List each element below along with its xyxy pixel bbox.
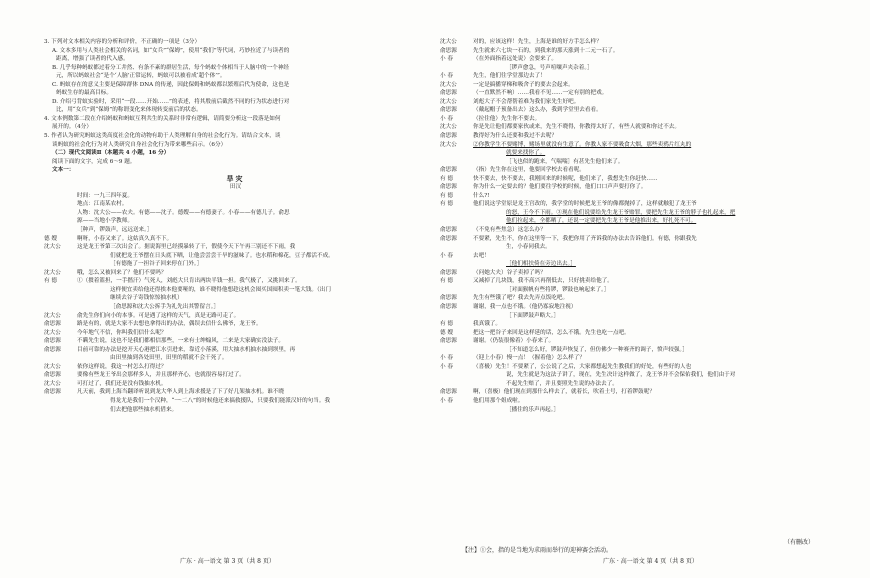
speaker-name: 沈大公 bbox=[440, 39, 457, 45]
dialogue-line bbox=[440, 303, 826, 312]
dialogue-line bbox=[440, 209, 826, 218]
dialogue-text: （拉住他）先生你不要去。 bbox=[473, 115, 541, 122]
speaker-name: 沈大公 bbox=[44, 329, 61, 336]
speaker-name: 俞思源 bbox=[440, 303, 457, 310]
speaker-name bbox=[44, 286, 77, 295]
text-line: A. 文本多用与人类社会相关的名词，如“女兵”“保姆”，使用“我们”等代词，巧妙拉近了与读者的 bbox=[52, 47, 290, 54]
speaker-name bbox=[44, 294, 77, 303]
dialogue-text: ［有德拖了一担谷子回来停在门外。］ bbox=[110, 261, 203, 268]
speaker-name: 小 春 bbox=[440, 252, 453, 259]
speaker-name: 沈大公 bbox=[44, 363, 61, 370]
dialogue-text: （一直默然不响）……我看不见……一定有别的把戏。 bbox=[473, 90, 608, 97]
dialogue-text: 快不要去，快不要去，我刚回来的时候呢，他们来了，我想先生你赶快…… bbox=[473, 175, 658, 182]
dialogue-line bbox=[44, 312, 427, 321]
dialogue-line bbox=[440, 149, 826, 158]
dialogue-text: 先生，他们往学堂那边去了！ bbox=[473, 73, 546, 80]
dialogue-line bbox=[440, 337, 826, 346]
text-line: 3. 下列对文本相关内容的分析和评价，不正确的一项是（3分） bbox=[44, 39, 201, 45]
dialogue-text: 他们说这学堂原是龙王宫改的，我学堂的时候把龙王爷的像都抛掉了，这样就触犯了龙王爷 bbox=[473, 201, 697, 208]
speaker-name: 有 德 bbox=[440, 192, 453, 199]
dialogue-text: （戴起帽子预备出去）这么办，我到学堂里去看看。 bbox=[473, 107, 602, 114]
dialogue-text: 就要来找你了。 bbox=[506, 150, 546, 157]
edited-tag: （有删改） bbox=[784, 539, 815, 546]
speaker-name: 沈大公 bbox=[440, 141, 457, 148]
dialogue-text: 谢谢。（仍装很像着）小春来了。 bbox=[473, 338, 555, 345]
dialogue-line bbox=[44, 363, 427, 372]
dialogue-line bbox=[440, 47, 826, 56]
speaker-name: 有 德 bbox=[440, 278, 453, 285]
dialogue-text: 由田里抽到各处田里，田里的稻就不会干死了。 bbox=[110, 355, 228, 362]
dialogue-line bbox=[44, 294, 427, 303]
dialogue-line bbox=[440, 64, 826, 73]
text-line: 4. 文本例数第二段在介绍蚂蚁和蚂蚁互利共生的关系时非常有逻辑，请简要分析这一段落是如何 bbox=[44, 115, 281, 122]
speaker-name: 有 德 bbox=[440, 201, 453, 208]
speaker-name bbox=[440, 380, 473, 389]
speaker-name bbox=[440, 243, 473, 252]
dialogue-text: 什么?! bbox=[473, 192, 490, 199]
dialogue-line bbox=[440, 38, 826, 47]
dialogue-line bbox=[440, 123, 826, 132]
text-line: 元，所以蚂蚁社会“是个‘人脑’正常运转，蚂蚁可以被看成‘超个体’”。 bbox=[56, 73, 226, 80]
text-line: 阅读下面的文字，完成 6～9 题。 bbox=[52, 158, 136, 165]
dialogue-text: 不起先生赔了，并且要照先生说的办法去了。 bbox=[506, 380, 618, 387]
dialogue-text: 今年地气不信，你叫我们信什么呢？ bbox=[77, 329, 167, 336]
speaker-name: 俞思源 bbox=[440, 295, 457, 302]
dialogue-text: 哦，怎么又被回来了？他们不要吗？ bbox=[77, 269, 167, 276]
dialogue-line bbox=[440, 346, 826, 355]
dialogue-line bbox=[440, 363, 826, 372]
dialogue-text: ［俞思源和沈大公拆手为礼先出其警留言。］ bbox=[110, 303, 220, 310]
dialogue-line bbox=[440, 243, 826, 252]
speaker-name: 俞思源 bbox=[44, 346, 61, 353]
speaker-name: 俞思源 bbox=[44, 338, 61, 345]
dialogue-text: 不瞒先生说，这也不是我们都相信那些，一来有士绅煽风，二来是大家确实没法子。 bbox=[77, 338, 284, 345]
dialogue-text: 可打过了，我们还是没有钱抽水机。 bbox=[77, 380, 167, 387]
speaker-name: 小 春 bbox=[440, 397, 453, 404]
dialogue-line bbox=[440, 106, 826, 115]
dialogue-text: 路是有的，就是大家不去想也拿得出的办法，偶误去信什么佛爷，龙王爷。 bbox=[77, 321, 262, 328]
dialogue-text: ［下面锣鼓声略大。］ bbox=[506, 312, 560, 319]
speaker-name bbox=[44, 303, 77, 312]
speaker-name: 俞思源 bbox=[440, 90, 457, 97]
footnote: 【注】①会，指的是当地为求雨而举行的迎神赛会活动。 bbox=[462, 547, 613, 554]
dialogue-line bbox=[440, 320, 826, 329]
speaker-name: 俞思源 bbox=[440, 338, 457, 345]
dialogue-line bbox=[44, 252, 427, 261]
speaker-name: 小 春 bbox=[440, 115, 453, 122]
text-line: 谈蚂蚁的社会化行为对人类研究自身社会化行为带来哪些启示。（6分） bbox=[52, 141, 227, 148]
dialogue-line bbox=[440, 115, 826, 124]
text-line: 时间：一九三四年夏。 bbox=[77, 192, 133, 199]
dialogue-line bbox=[440, 260, 826, 269]
speaker-name bbox=[440, 64, 473, 73]
dialogue-line bbox=[440, 269, 826, 278]
text-line: 文本一： bbox=[52, 167, 75, 174]
dialogue-line bbox=[440, 294, 826, 303]
speaker-name: 俞思源 bbox=[440, 167, 457, 174]
speaker-name bbox=[440, 406, 473, 415]
dialogue-text: ［对面猴帆有些将锣，锣鼓也响起来了。］ bbox=[506, 286, 610, 293]
dialogue-line bbox=[44, 277, 427, 286]
dialogue-line bbox=[440, 380, 826, 389]
dialogue-line bbox=[44, 371, 427, 380]
dialogue-line bbox=[44, 354, 427, 363]
dialogue-text: 继续去谷子寄钱惊惊抽水机） bbox=[110, 295, 183, 302]
dialogue-line bbox=[440, 406, 826, 415]
dialogue-line bbox=[44, 346, 427, 355]
dialogue-line bbox=[440, 166, 826, 175]
text-line: 距离，增强了读者的代入感。 bbox=[56, 56, 129, 63]
dialogue-line bbox=[440, 252, 826, 261]
dialogue-text: ①（掼着篮担，一手揩汗）气死人，刘彪大只肯出两块半钱一担。我气极了，又挑回来了。 bbox=[77, 278, 301, 285]
dialogue-line bbox=[440, 354, 826, 363]
dialogue-line bbox=[440, 200, 826, 209]
dialogue-line bbox=[440, 277, 826, 286]
speaker-name: 俞思源 bbox=[440, 133, 457, 140]
text-line: ［种声，锣鼓声，远远送来。］ bbox=[77, 227, 153, 234]
dialogue-text: 把这一把谷子来回是这样延的话，怎么不饿。先生也吃一点吧。 bbox=[473, 329, 630, 336]
dialogue-text: （迎上小春）慢一点！（握着他）怎么样了？ bbox=[473, 355, 585, 362]
dialogue-text: 我真饿了。 bbox=[473, 321, 501, 328]
dialogue-text: 谢谢，我一点也不饿。（他仍寡寂地注视） bbox=[473, 303, 577, 310]
speaker-name bbox=[440, 209, 473, 218]
text-line: 蚂蚁生存的最高目标。 bbox=[56, 90, 112, 97]
dialogue-text: ［锣声愈急，号声喧嚷声夹杂着。］ bbox=[506, 64, 593, 71]
dialogue-text: 不要紧，先生不，你在这里等一下，我把你用了齐诉我的办法去告诉他们。有德，你跟我先 bbox=[473, 235, 697, 242]
speaker-name: 沈大公 bbox=[440, 98, 457, 105]
speaker-name: 有 德 bbox=[440, 321, 453, 328]
dialogue-text: （问她大夫）谷子卖掉了吗？ bbox=[473, 269, 546, 276]
speaker-name: 俞思源 bbox=[44, 372, 61, 379]
speaker-name bbox=[44, 354, 77, 363]
dialogue-text: （指）先生你在这里，他要回学校去看看呢。 bbox=[473, 167, 585, 174]
dialogue-line bbox=[440, 217, 826, 226]
dialogue-text: （不免有些焦急）这怎么办？ bbox=[473, 227, 546, 234]
text-line: （二）现代文阅读Ⅱ（本题共 4 小题，16 分） bbox=[52, 150, 170, 157]
text-line: D. 介绍弓背蚁实验时，采用“一段……开始……”的表述，将其殷前后截然不同的行为状态进行对 bbox=[52, 98, 290, 105]
dialogue-text: （喜极）先生！不要紧了，公公说了之后，大家都想起先生教我们的好处，有些好的人也 bbox=[473, 363, 692, 370]
speaker-name bbox=[440, 312, 473, 321]
speaker-name bbox=[440, 371, 473, 380]
dialogue-line bbox=[44, 320, 427, 329]
speaker-name: 俞思源 bbox=[440, 184, 457, 191]
dialogue-line bbox=[440, 55, 826, 64]
dialogue-text: 教得好为什么还要和我过不去呢？ bbox=[473, 133, 557, 140]
footer-right: 广东 · 高一语文 第 4 页（共 8 页） bbox=[603, 558, 698, 565]
speaker-name: 沈大公 bbox=[440, 124, 457, 131]
speaker-name: 俞思源 bbox=[440, 227, 457, 234]
speaker-name bbox=[440, 158, 473, 167]
dialogue-line bbox=[440, 388, 826, 397]
speaker-name: 俞思源 bbox=[440, 389, 457, 396]
speaker-name bbox=[440, 286, 473, 295]
speaker-name: 小 春 bbox=[440, 56, 453, 63]
speaker-name: 俞思源 bbox=[44, 389, 61, 396]
dialogue-text: （在外面指着远处说）会要来了。 bbox=[473, 56, 557, 63]
dialogue-line bbox=[440, 235, 826, 244]
dialogue-text: 说，先生就是为这法子讲了，现在，先生决计这样做了，龙王爷并不会保佑我们，他们由于对 bbox=[506, 372, 736, 379]
speaker-name: 俞思源 bbox=[44, 321, 61, 328]
dialogue-text: ［飞也似的跑来，气喘喘］有甚先生他们来了。 bbox=[506, 158, 624, 165]
dialogue-line bbox=[44, 388, 427, 397]
dialogue-line bbox=[440, 329, 826, 338]
speaker-name: 德 嫂 bbox=[44, 235, 57, 242]
dialogue-text: 这样便宜卖给他还得挨本他要哑的，谁不晓得他想趁这机会囤买国囤积卖一笔大钱。（出门 bbox=[110, 286, 331, 293]
speaker-name: 沈大公 bbox=[440, 81, 457, 88]
speaker-name: 沈大公 bbox=[44, 244, 61, 251]
dialogue-text: 对的，应该这样！先生，上海是谁的好方手怎么样？ bbox=[473, 39, 602, 45]
dialogue-text: 一定是搞播穿梯和吸舍子的要去会起来。 bbox=[473, 81, 574, 88]
dialogue-text: 你是先让他们都要家伙或来，先生不晓得，你教得太好了，有些人就要和你过不去。 bbox=[473, 124, 680, 131]
text-line: 5. 作者认为研究蚂蚁这类高度社会化的动物有助于人类理解自身的社会化行为。请结合文本，谈 bbox=[44, 133, 281, 140]
dialogue-text: 去吧！ bbox=[473, 252, 490, 259]
speaker-name: 俞思源 bbox=[440, 107, 457, 114]
speaker-name bbox=[44, 252, 77, 261]
dialogue-text: 他们用那个姐成啦。 bbox=[473, 397, 524, 404]
dialogue-text: ［他们相扶倚在旁边出去。］ bbox=[506, 261, 576, 268]
dialogue-line bbox=[440, 72, 826, 81]
dialogue-text: ②你教学生不要赌博，赌场里就没有生意了。你教人家不要吸食大烟，那些卖鸦片红丸的 bbox=[473, 141, 692, 148]
text-line: 田汉 bbox=[229, 184, 242, 191]
dialogue-line bbox=[44, 406, 427, 415]
left-column bbox=[44, 38, 427, 414]
dialogue-text: 凡天前，我到上海当翻译听说到龙大华人到上海求援是了下了好几架抽水机。谁不晓 bbox=[77, 389, 284, 396]
dialogue-text: 目前可靠的办法是挖开天心港把江水引进来，靠近小落溪，用大抽水机抽水抽到坝里，再 bbox=[77, 346, 296, 353]
dialogue-text: 啊呀，小春又来了。这姑真久真不下。 bbox=[77, 235, 173, 242]
right-column bbox=[440, 38, 826, 414]
speaker-name bbox=[440, 346, 473, 355]
dialogue-line bbox=[440, 312, 826, 321]
dialogue-text: 们就把龙王爷摆在日头底下晒，让他尝尝尝干旱的滋味了。也水稻和棉花，豆子都活不成。 bbox=[110, 252, 334, 259]
dialogue-text: 又减掉了几块钱，我不高兴再削低去，只好挑卖给他了。 bbox=[473, 278, 613, 285]
dialogue-line bbox=[440, 81, 826, 90]
text-line: 人物：沈大公——农夫。有德——沈子。德嫂——有德妻子。小春——有德儿子。俞思 bbox=[77, 209, 290, 216]
text-line: 地点：江南某农村。 bbox=[77, 201, 128, 208]
speaker-name: 沈大公 bbox=[44, 312, 61, 319]
speaker-name bbox=[440, 149, 473, 158]
speaker-name: 德 嫂 bbox=[440, 329, 453, 336]
dialogue-line bbox=[44, 380, 427, 389]
dialogue-text: ［播住的乐声再起。］ bbox=[506, 406, 560, 413]
dialogue-line bbox=[440, 158, 826, 167]
text-line: 比，用“女兵”到“保姆”的称谓变化来体现转变前后的状态。 bbox=[56, 107, 202, 114]
dialogue-text: 生，小春同我去。 bbox=[506, 244, 551, 251]
dialogue-line bbox=[44, 329, 427, 338]
dialogue-line bbox=[440, 371, 826, 380]
speaker-name bbox=[44, 260, 77, 269]
dialogue-line bbox=[440, 141, 826, 150]
speaker-name: 有 德 bbox=[440, 175, 453, 182]
dialogue-text: ［不知道怎么好，锣鼓声恢复了，但仿佛少一种赛齐的调子，愤声较强。］ bbox=[506, 346, 688, 353]
dialogue-text: 啊，（喜极）他们现在到那什么样去了，就着长，吹着土号，打着锣鼓呢？ bbox=[473, 389, 655, 396]
dialogue-line bbox=[44, 303, 427, 312]
dialogue-line bbox=[440, 98, 826, 107]
dialogue-text: 俞先生你们向小的本事。可是遇了这样的天气，真是无路可走了。 bbox=[77, 312, 240, 319]
dialogue-text: 刘彪大子不会帮帮着难为我们家先生好吧。 bbox=[473, 98, 580, 105]
footer-left: 广东 · 高一语文 第 3 页（共 8 页） bbox=[180, 558, 275, 565]
speaker-name: 沈大公 bbox=[44, 269, 61, 276]
speaker-name: 有 德 bbox=[44, 278, 57, 285]
dialogue-line bbox=[44, 397, 427, 406]
dialogue-text: 得龙尤是我们一个汉种，“一·二八”的时候他还来搞救援队，只要我们能派汉奸的句当。我 bbox=[110, 397, 331, 404]
dialogue-line bbox=[44, 243, 427, 252]
dialogue-line bbox=[440, 192, 826, 201]
dialogue-text: 们去把他那些抽水机借来。 bbox=[110, 406, 178, 413]
dialogue-text: 先生有些饿了吧？我去先弄点饭吃吧。 bbox=[473, 295, 569, 302]
dialogue-line bbox=[440, 183, 826, 192]
speaker-name: 俞思源 bbox=[440, 269, 457, 276]
dialogue-text: 这是龙王爷第三次出会了。据说海里已经摸暴转了干，假使今天下午再三别还不下雨，我 bbox=[77, 244, 296, 251]
dialogue-line bbox=[440, 132, 826, 141]
dialogue-text: 要像有些龙王爷出会那样多人，并且那样齐心，也就很容易打过了。 bbox=[77, 372, 245, 379]
speaker-name bbox=[44, 397, 77, 406]
text-line: 旱灾 bbox=[226, 174, 245, 183]
text-line: B. 几乎每种蚂蚁都过着分工井然、有条不紊的群居生活，每个蚂蚁个体相当于人脑中的一个神经 bbox=[52, 64, 290, 71]
speaker-name bbox=[440, 217, 473, 226]
dialogue-text: 先生就来六七块一石的，到我来的那天涨到十二元一石了。 bbox=[473, 47, 619, 54]
text-line: C. 蚂蚁存在的意义主要是保障群体 DNA 的传递，因此保姆和蚂蚁都以繁殖后代为使命，这也是 bbox=[52, 81, 290, 88]
speaker-name: 小 春 bbox=[440, 73, 453, 80]
dialogue-text: 你为什么一定要去的？他们要往学校的时候，他们口口声声要打你了。 bbox=[473, 184, 647, 191]
dialogue-line bbox=[44, 260, 427, 269]
speaker-name bbox=[44, 406, 77, 415]
dialogue-line bbox=[44, 235, 427, 244]
dialogue-line bbox=[440, 226, 826, 235]
dialogue-line bbox=[44, 286, 427, 295]
speaker-name: 俞思源 bbox=[440, 47, 457, 54]
dialogue-text: 依你这样说，我这一村怎么打得过？ bbox=[77, 363, 167, 370]
dialogue-line bbox=[44, 269, 427, 278]
dialogue-line bbox=[440, 89, 826, 98]
dialogue-line bbox=[440, 175, 826, 184]
dialogue-line bbox=[440, 397, 826, 406]
text-line: 源——当地小学教师。 bbox=[77, 218, 133, 225]
dialogue-line bbox=[440, 286, 826, 295]
dialogue-line bbox=[44, 337, 427, 346]
speaker-name: 俞思源 bbox=[440, 235, 457, 242]
text-line: 展开的。（4分） bbox=[52, 124, 92, 131]
speaker-name: 小 春 bbox=[440, 363, 453, 370]
dialogue-text: 的怒，王今不下雨。③现在他们说要给先生龙王爷赔罪，要把先生龙王爷的脖子也扎起来，把 bbox=[506, 209, 736, 216]
speaker-name: 沈大公 bbox=[44, 380, 61, 387]
dialogue-text: 他们拉起来，全都晒了，还说一定要把先生龙王爷是他推出来，好扎死不可。 bbox=[506, 218, 697, 225]
speaker-name: 小 春 bbox=[440, 355, 453, 362]
speaker-name bbox=[440, 260, 473, 269]
